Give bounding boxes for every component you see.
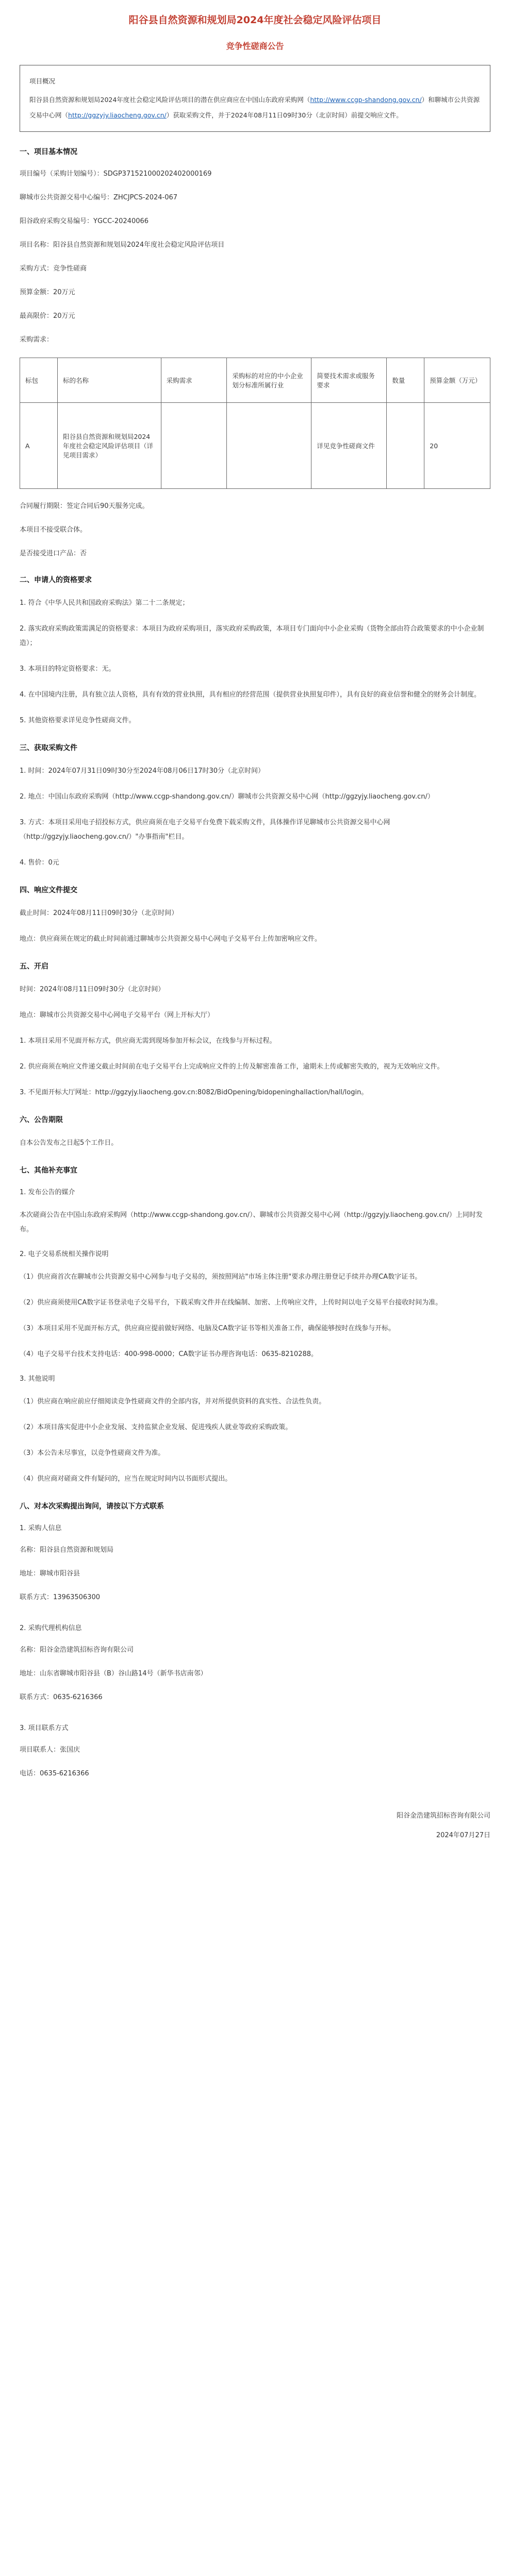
agency-subhead: 2. 采购代理机构信息 xyxy=(20,1624,82,1632)
media-subhead: 1. 发布公告的媒介 xyxy=(20,1189,75,1196)
section-6-title: 六、公告期限 xyxy=(20,1116,63,1124)
center-code: 聊城市公共资源交易中心编号：ZHCJPCS-2024-067 xyxy=(20,194,178,201)
signature-org: 阳谷金浩建筑招标咨询有限公司 xyxy=(396,1812,490,1820)
cell-quantity xyxy=(387,403,424,489)
th-package: 标包 xyxy=(20,358,58,403)
ggzyjy-link[interactable]: http://ggzyjy.liaocheng.gov.cn/ xyxy=(68,111,167,119)
open-note-3: 3. 不见面开标大厅网址：http://ggzyjy.liaocheng.gov.cn:8082/BidOpening/bidopeninghallaction/hall/login。 xyxy=(20,1089,368,1096)
overview-text-3: ）获取采购文件，并于2024年08月11日09时30分（北京时间）前提交响应文件。 xyxy=(166,111,403,119)
e-system-2: （2）供应商须使用CA数字证书登录电子交易平台，下载采购文件并在线编制、加密、上传响应文件，上传时间以电子交易平台接收时间为准。 xyxy=(20,1299,442,1307)
doc-place: 2. 地点：中国山东政府采购网（http://www.ccgp-shandong.gov.cn/）聊城市公共资源交易中心网（http://ggzyjy.liaocheng.gov.cn/） xyxy=(20,793,434,801)
doc-price: 4. 售价：0元 xyxy=(20,859,59,867)
section-7-title: 七、其他补充事宜 xyxy=(20,1166,77,1175)
qualification-4: 4. 在中国境内注册，具有独立法人资格，具有有效的营业执照，具有相应的经营范围（提供营业执照复印件），具有良好的商业信誉和健全的财务会计制度。 xyxy=(20,691,481,699)
section-5-title: 五、开启 xyxy=(20,962,48,971)
budget-amount: 预算金额：20万元 xyxy=(20,289,75,296)
overview-text-2: ）和聊城市公共资源交易中心网（ xyxy=(29,96,480,119)
other-subhead: 3. 其他说明 xyxy=(20,1375,55,1383)
ccgp-link[interactable]: http://www.ccgp-shandong.gov.cn/ xyxy=(310,96,422,104)
trade-code: 阳谷政府采购交易编号：YGCC-20240066 xyxy=(20,217,149,225)
th-industry: 采购标的对应的中小企业划分标准所属行业 xyxy=(227,358,311,403)
other-4: （4）供应商对磋商文件有疑问的，应当在规定时间内以书面形式提出。 xyxy=(20,1475,232,1483)
cell-tech-req: 详见竞争性磋商文件 xyxy=(311,403,387,489)
overview-text-1: 阳谷县自然资源和规划局2024年度社会稳定风险评估项目的潜在供应商应在中国山东政府采购网（ xyxy=(29,96,310,104)
procurement-method: 采购方式：竞争性磋商 xyxy=(20,265,87,273)
doc-method: 3. 方式：本项目采用电子招投标方式，供应商须在电子交易平台免费下载采购文件，具体操作详见聊城市公共资源交易中心网（http://ggzyjy.liaocheng.gov.cn/）"办事指南"栏目。 xyxy=(20,819,390,841)
overview-text xyxy=(29,92,481,123)
th-requirement: 采购需求 xyxy=(161,358,227,403)
other-1: （1）供应商在响应前应仔细阅读竞争性磋商文件的全部内容，并对所提供资料的真实性、合法性负责。 xyxy=(20,1398,326,1405)
other-2: （2）本项目落实促进中小企业发展、支持监狱企业发展、促进残疾人就业等政府采购政策。 xyxy=(20,1423,292,1431)
section-2-title: 二、申请人的资格要求 xyxy=(20,576,92,584)
th-quantity: 数量 xyxy=(387,358,424,403)
buyer-address: 地址：聊城市阳谷县 xyxy=(20,1570,80,1578)
project-code: 项目编号（采购计划编号）：SDGP371521000202402000169 xyxy=(20,170,212,178)
buyer-subhead: 1. 采购人信息 xyxy=(20,1524,62,1532)
qualification-3: 3. 本项目的特定资格要求：无。 xyxy=(20,665,116,673)
table-header-row xyxy=(20,358,490,403)
e-system-3: （3）本项目采用不见面开标方式，供应商应提前做好网络、电脑及CA数字证书等相关准备工作，确保能够按时在线参与开标。 xyxy=(20,1325,396,1332)
page-title: 阳谷县自然资源和规划局2024年度社会稳定风险评估项目 xyxy=(128,14,382,26)
cell-budget: 20 xyxy=(424,403,490,489)
open-note-1: 1. 本项目采用不见面开标方式，供应商无需到现场参加开标会议，在线参与开标过程。 xyxy=(20,1037,276,1045)
project-name: 项目名称：阳谷县自然资源和规划局2024年度社会稳定风险评估项目 xyxy=(20,241,225,249)
qualification-1: 1. 符合《中华人民共和国政府采购法》第二十二条规定； xyxy=(20,599,189,607)
agency-phone: 联系方式：0635-6216366 xyxy=(20,1693,103,1701)
buyer-phone: 联系方式：13963506300 xyxy=(20,1594,100,1601)
table-row xyxy=(20,403,490,489)
contact-person: 项目联系人：张国庆 xyxy=(20,1746,80,1754)
requirements-label: 采购需求： xyxy=(20,336,54,344)
section-3-title: 三、获取采购文件 xyxy=(20,744,77,752)
doc-time: 1. 时间：2024年07月31日09时30分至2024年08月06日17时30分（北京时间） xyxy=(20,767,265,775)
cell-requirement xyxy=(161,403,227,489)
cell-package: A xyxy=(20,403,58,489)
import-note: 是否接受进口产品：否 xyxy=(20,550,87,557)
agency-address: 地址：山东省聊城市阳谷县（B）谷山路14号（新华书店南邻） xyxy=(20,1670,207,1677)
cell-item-name: 阳谷县自然资源和规划局2024年度社会稳定风险评估项目（详见项目需求） xyxy=(57,403,161,489)
page-subtitle: 竞争性磋商公告 xyxy=(226,41,284,51)
other-3: （3）本公告未尽事宜，以竞争性磋商文件为准。 xyxy=(20,1449,165,1457)
section-8-title: 八、对本次采购提出询问，请按以下方式联系 xyxy=(20,1502,164,1511)
th-item-name: 标的名称 xyxy=(57,358,161,403)
e-system-4: （4）电子交易平台技术支持电话：400-998-0000；CA数字证书办理咨询电话：0635-8210288。 xyxy=(20,1350,318,1358)
th-budget: 预算金额（万元） xyxy=(424,358,490,403)
open-place: 地点：聊城市公共资源交易中心网电子交易平台（网上开标大厅） xyxy=(20,1011,215,1019)
agency-name: 名称：阳谷金浩建筑招标咨询有限公司 xyxy=(20,1646,134,1654)
submit-place: 地点：供应商须在规定的截止时间前通过聊城市公共资源交易中心网电子交易平台上传加密响应文件。 xyxy=(20,935,322,943)
section-1-title: 一、项目基本情况 xyxy=(20,148,77,156)
project-overview-box xyxy=(20,65,490,132)
requirements-table xyxy=(20,358,490,489)
qualification-5: 5. 其他资格要求详见竞争性磋商文件。 xyxy=(20,717,136,724)
consortium-note: 本项目不接受联合体。 xyxy=(20,526,87,534)
contract-period: 合同履行期限：签定合同后90天服务完成。 xyxy=(20,502,149,510)
cell-industry xyxy=(227,403,311,489)
submit-deadline: 截止时间：2024年08月11日09时30分（北京时间） xyxy=(20,909,178,917)
contact-subhead: 3. 项目联系方式 xyxy=(20,1724,69,1732)
buyer-name: 名称：阳谷县自然资源和规划局 xyxy=(20,1546,114,1554)
max-price: 最高限价：20万元 xyxy=(20,312,75,320)
open-note-2: 2. 供应商须在响应文件递交截止时间前在电子交易平台上完成响应文件的上传及解密准备工作，逾期未上传或解密失败的，视为无效响应文件。 xyxy=(20,1063,444,1071)
qualification-2: 2. 落实政府采购政策需满足的资格要求：本项目为政府采购项目，落实政府采购政策，本项目专门面向中小企业采购（货物全部由符合政策要求的中小企业制造）； xyxy=(20,625,484,647)
notice-period: 自本公告发布之日起5个工作日。 xyxy=(20,1139,118,1147)
th-tech-req: 简要技术需求或服务要求 xyxy=(311,358,387,403)
signature-date: 2024年07月27日 xyxy=(436,1832,490,1839)
e-system-subhead: 2. 电子交易系统相关操作说明 xyxy=(20,1250,109,1258)
contact-phone: 电话：0635-6216366 xyxy=(20,1770,89,1777)
media-text: 本次磋商公告在中国山东政府采购网（http://www.ccgp-shandong.gov.cn/）、聊城市公共资源交易中心网（http://ggzyjy.liaocheng.gov.cn/）上同时发布。 xyxy=(20,1211,483,1233)
overview-label: 项目概况 xyxy=(29,77,56,85)
e-system-1: （1）供应商首次在聊城市公共资源交易中心网参与电子交易的，须按照网站"市场主体注册"要求办理注册登记手续并办理CA数字证书。 xyxy=(20,1273,422,1281)
section-4-title: 四、响应文件提交 xyxy=(20,886,77,894)
open-time: 时间：2024年08月11日09时30分（北京时间） xyxy=(20,986,165,993)
